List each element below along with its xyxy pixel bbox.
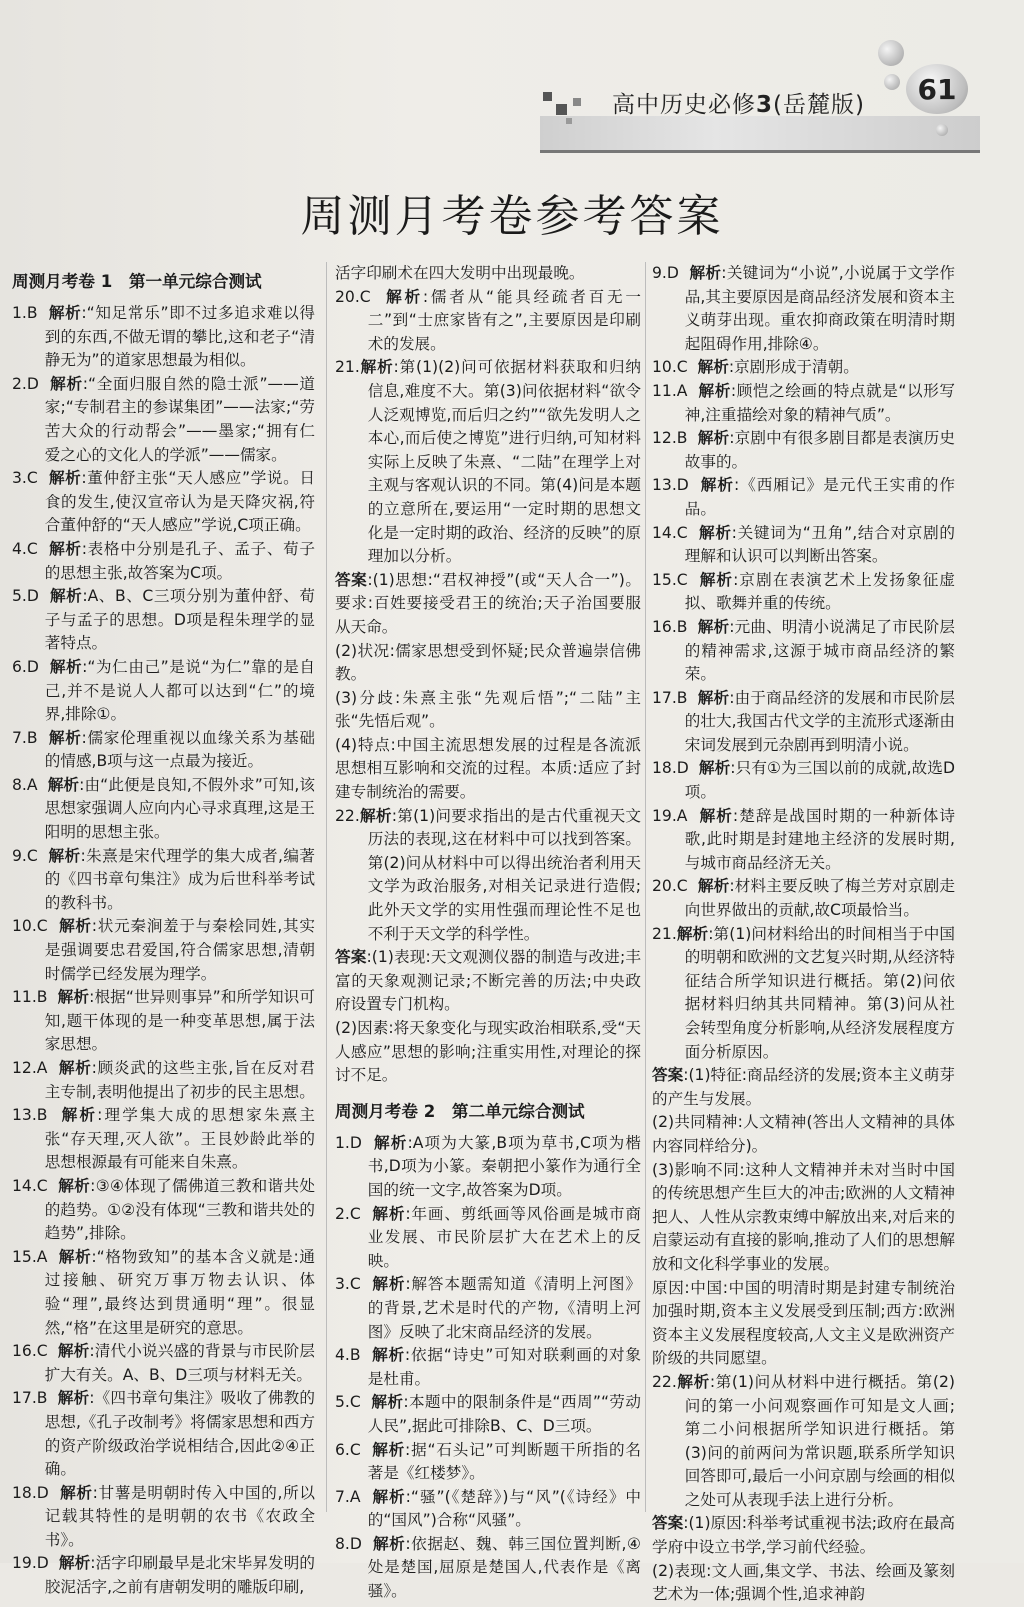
answer-item <box>12 1246 315 1340</box>
analysis-label: 解析 <box>49 539 82 558</box>
analysis-text: :董仲舒主张“天人感应”学说。日食的发生,使汉宣帝认为是天降灾祸,符合董仲舒的“天人感应”学说,C项正确。 <box>44 469 315 535</box>
analysis-text: :活字印刷最早是北宋毕昇发明的胶泥活字,之前有唐朝发明的雕版印刷, <box>44 1554 315 1597</box>
answer-item <box>12 538 315 585</box>
analysis-text: :据“石头记”可判断题干所指的名著是《红楼梦》。 <box>367 1440 641 1483</box>
column-divider <box>326 262 327 1512</box>
analysis-label: 解析 <box>49 587 83 606</box>
answer-item <box>12 1552 315 1599</box>
item-number: 18.D <box>12 1483 49 1502</box>
page-title: 周测月考卷参考答案 <box>300 191 724 242</box>
analysis-text: :依据赵、魏、韩三国位置判断,④处是楚国,屈原是楚国人,代表作是《离骚》。 <box>367 1534 641 1601</box>
answer-item <box>335 1203 641 1274</box>
analysis-text: :《西厢记》是元代王实甫的作品。 <box>684 476 955 518</box>
item-number: 18.D <box>652 759 689 778</box>
answer-item <box>12 915 315 986</box>
answer-text: 原因:中国:中国的明清时期是封建专制统治加强时期,资本主义发展受到压制;西方:欧洲资本主义发展程度较高,人文主义是欧洲资产阶级的共同愿望。 <box>652 1278 955 1368</box>
analysis-label: 解析 <box>372 1487 406 1506</box>
analysis-text: :表格中分别是孔子、孟子、荀子的思想主张,故答案为C项。 <box>44 539 315 582</box>
analysis-label: 解析 <box>699 806 733 825</box>
column-divider <box>645 262 646 1512</box>
item-number: 9.C <box>12 846 38 865</box>
answer-item <box>12 1387 315 1481</box>
analysis-text: :只有①为三国以前的成就,故选D项。 <box>684 759 955 802</box>
item-number: 2.C <box>335 1204 361 1223</box>
analysis-text: :关键词为“丑角”,结合对京剧的理解和认识可以判断出答案。 <box>684 523 955 566</box>
answer-item <box>652 875 955 922</box>
answer-item-22: 22.解析:第(1)问从材料中进行概括。第(2)问的第一小问观察画作可知是文人画;第二小问根据所学知识进行概括。第(3)问的前两问为常识题,联系所学知识回答即可,最后一小问京剧与绘画的相似之处可从表现手法上进行分析。 <box>652 1372 955 1509</box>
item-number: 6.D <box>12 657 39 676</box>
analysis-label: 解析 <box>372 1204 406 1223</box>
answer-item <box>12 1482 315 1553</box>
analysis-label: 解析 <box>371 1393 404 1412</box>
answer-item <box>12 656 315 727</box>
analysis-label: 解析 <box>689 264 722 282</box>
analysis-label: 解析 <box>372 1440 406 1459</box>
continued-text: 活字印刷术在四大发明中出现最晚。 <box>335 264 585 282</box>
analysis-text: :③④体现了儒佛道三教和谐共处的趋势。①②没有体现“三教和谐共处的趋势”,排除。 <box>44 1176 315 1243</box>
answer-text: 答案:(1)原因:科举考试重视书法;政府在最高学府中设立书学,学习前代经验。 <box>652 1514 955 1557</box>
header-band <box>540 116 980 150</box>
analysis-text: :元曲、明清小说满足了市民阶层的精神需求,这源于城市商品经济的繁荣。 <box>684 617 955 684</box>
item-number: 17.B <box>12 1389 48 1408</box>
analysis-text: :状元秦涧羞于与秦桧同姓,其实是强调要忠君爱国,符合儒家思想,清朝时儒学已经发展为理学。 <box>44 917 315 983</box>
answer-text: (2)共同精神:人文精神(答出人文精神的具体内容同样给分)。 <box>652 1113 955 1155</box>
answer-text: 答案:(1)思想:“君权神授”(或“天人合一”)。要求:百姓要接受君王的统治;天子治国要服从天命。 <box>335 570 641 636</box>
item-number: 4.C <box>12 539 38 558</box>
item-number: 1.B <box>12 304 38 322</box>
page-number-badge <box>906 64 968 114</box>
answer-item <box>12 845 315 916</box>
analysis-label: 解析 <box>57 1342 90 1361</box>
analysis-text: :理学集大成的思想家朱熹主张“存天理,灭人欲”。王艮妙龄此举的思想根源最有可能来自朱熹。 <box>44 1106 315 1172</box>
answer-text: (2)因素:将天象变化与现实政治相联系,受“天人感应”思想的影响;注重实用性,对理论的探讨不足。 <box>335 1019 641 1085</box>
analysis-text: :清代小说兴盛的背景与市民阶层扩大有关。A、B、D三项与材料无关。 <box>44 1342 315 1384</box>
analysis-label: 解析 <box>61 1106 98 1125</box>
answer-item <box>335 1132 641 1203</box>
analysis-text: :《四书章句集注》吸收了佛教的思想,《孔子改制考》将儒家思想和西方的资产阶级政治学说相结合,因此②④正确。 <box>44 1389 315 1479</box>
answer-item <box>652 616 955 687</box>
answer-item <box>335 1344 641 1391</box>
answer-list <box>335 1132 641 1604</box>
analysis-text: :“格物致知”的基本含义就是:通过接触、研究万事万物去认识、体验“理”,最终达到贯通明“理”。很显然,“格”在这里是研究的意思。 <box>44 1247 315 1337</box>
page-number: 61 <box>917 72 957 106</box>
answer-item <box>652 522 955 569</box>
analysis-label: 解析 <box>48 846 81 865</box>
item-number: 20.C <box>335 287 371 306</box>
analysis-text: :京剧形成于清朝。 <box>728 358 859 377</box>
analysis-text: :甘薯是明朝时传入中国的,所以记载其特性的是明朝的农书《农政全书》。 <box>44 1483 315 1549</box>
item-number: 14.C <box>12 1176 48 1195</box>
analysis-label: 解析 <box>698 381 731 400</box>
answer-item <box>335 1533 641 1604</box>
analysis-label: 解析 <box>50 374 83 393</box>
answer-item <box>12 774 315 845</box>
answer-item <box>12 373 315 467</box>
analysis-text: :材料主要反映了梅兰芳对京剧走向世界做出的贡献,故C项最恰当。 <box>684 877 955 920</box>
analysis-label: 解析 <box>47 775 80 794</box>
analysis-label: 解析 <box>60 1483 93 1502</box>
analysis-text: :朱熹是宋代理学的集大成者,编著的《四书章句集注》成为后世科举考试的教科书。 <box>44 846 315 912</box>
analysis-label: 解析 <box>58 1554 91 1573</box>
analysis-label: 解析 <box>374 1133 408 1152</box>
section-heading: 周测月考卷 2 第二单元综合测试 <box>335 1101 585 1121</box>
answer-item <box>12 727 315 774</box>
item-number: 11.A <box>652 381 688 400</box>
analysis-text: :本题中的限制条件是“西周”“劳动人民”,据此可排除B、C、D三项。 <box>367 1393 641 1435</box>
analysis-text: :“全面归服自然的隐士派”——道家;“专制君主的参谋集团”——法家;“劳苦大众的行动帮会”——墨家;“拥有仁爱之心的文化人的学派”——儒家。 <box>44 374 315 464</box>
analysis-text: :由“此便是良知,不假外求”可知,该思想家强调人应向内心寻求真理,这是王阳明的思想主张。 <box>44 775 315 842</box>
item-number: 12.B <box>652 429 688 448</box>
analysis-text: :儒家伦理重视以血缘关系为基础的情感,B项与这一点最为接近。 <box>44 728 315 771</box>
answer-text: (4)特点:中国主流思想发展的过程是各流派思想相互影响和交流的过程。本质:适应了封建专制统治的需要。 <box>335 735 641 802</box>
answer-item <box>652 356 955 380</box>
item-number: 17.B <box>652 688 688 707</box>
analysis-text: :“骚”(《楚辞》)与“风”(《诗经》中的“国风”)合称“风骚”。 <box>367 1487 641 1530</box>
analysis-label: 解析 <box>372 1346 405 1365</box>
answer-text: (3)分歧:朱熹主张“先观后悟”;“二陆”主张“先悟后观”。 <box>335 688 641 731</box>
book-title: 高中历史必修3(岳麓版) <box>612 92 865 118</box>
section-heading: 周测月考卷 1 第一单元综合测试 <box>12 272 262 291</box>
analysis-label: 解析 <box>699 523 732 542</box>
answer-item <box>335 1273 641 1344</box>
answer-item <box>335 1439 641 1486</box>
item-number: 9.D <box>652 264 679 282</box>
item-number: 5.D <box>12 587 39 606</box>
answer-item-21: 21.解析:第(1)(2)问可依据材料获取和归纳信息,难度不大。第(3)问依据材料“欲令人泛观博览,而后归之约”“欲先发明人之本心,而后使之博览”进行归纳,可知材料实际上反映了朱熹、“二陆”在理学上对主观与客观认识的不同。第(4)问是本题的立意所在,要运用“一定时期的思想文化是一定时期的政治、经济的反映”的原理加以分析。 <box>335 358 641 566</box>
answer-item <box>12 302 315 373</box>
analysis-label: 解析 <box>48 469 82 488</box>
analysis-label: 解析 <box>59 917 92 936</box>
analysis-text: :儒者从“能具经疏者百无一二”到“士庶家皆有之”,主要原因是印刷术的发展。 <box>367 287 641 353</box>
analysis-label: 解析 <box>49 657 83 676</box>
analysis-label: 解析 <box>697 688 730 707</box>
answer-item <box>12 1104 315 1175</box>
analysis-label: 解析 <box>58 1059 92 1077</box>
analysis-label: 解析 <box>372 1275 406 1294</box>
answer-item <box>12 1340 315 1387</box>
analysis-label: 解析 <box>48 728 82 747</box>
answer-item <box>652 687 955 758</box>
answer-text: (2)表现:文人画,集文学、书法、绘画及篆刻艺术为一体;强调个性,追求神韵 <box>652 1561 955 1604</box>
item-number: 13.D <box>652 476 689 495</box>
answer-item <box>335 1391 641 1438</box>
answer-item <box>652 262 955 356</box>
analysis-label: 解析 <box>48 304 82 322</box>
answer-item <box>652 380 955 427</box>
answer-text: (3)影响不同:这种人文精神并未对当时中国的传统思想产生巨大的冲击;欧洲的人文精神把人、人性从宗教束缚中解放出来,对后来的启蒙运动有直接的影响,推动了人们的思想解放和文化科学事业的发展。 <box>652 1160 955 1273</box>
item-number: 8.D <box>335 1534 362 1553</box>
item-number: 1.D <box>335 1133 362 1152</box>
item-number: 19.A <box>652 806 688 825</box>
item-number: 4.B <box>335 1346 361 1365</box>
answer-item <box>12 585 315 656</box>
answer-text: (2)状况:儒家思想受到怀疑;民众普遍崇信佛教。 <box>335 641 641 684</box>
answer-item <box>652 805 955 876</box>
item-number: 6.C <box>335 1440 361 1459</box>
item-number: 10.C <box>12 917 48 936</box>
analysis-text: :解答本题需知道《清明上河图》的背景,艺术是时代的产物,《清明上河图》反映了北宋商品经济的发展。 <box>367 1275 641 1341</box>
analysis-text: :“为仁由己”是说“为仁”靠的是自己,并不是说人人都可以达到“仁”的境界,排除①。 <box>44 657 315 724</box>
answer-list <box>12 302 315 1600</box>
analysis-label: 解析 <box>386 287 423 306</box>
column-1 <box>12 262 315 1600</box>
analysis-text: :年画、剪纸画等风俗画是城市商业发展、市民阶层扩大在艺术上的反映。 <box>367 1204 641 1270</box>
analysis-label: 解析 <box>698 759 731 778</box>
analysis-text: :顾炎武的这些主张,旨在反对君主专制,表明他提出了初步的民主思想。 <box>44 1059 315 1101</box>
answer-text: 答案:(1)特征:商品经济的发展;资本主义萌芽的产生与发展。 <box>652 1066 955 1108</box>
analysis-text: :根据“世异则事异”和所学知识可知,题干体现的是一种变革思想,属于法家思想。 <box>44 988 315 1054</box>
item-number: 7.B <box>12 728 38 747</box>
analysis-label: 解析 <box>57 988 90 1007</box>
answer-item-21: 21.解析:第(1)问材料给出的时间相当于中国的明朝和欧洲的文艺复兴时期,从经济特征结合所学知识进行概括。第(2)问依据材料归纳其共同精神。第(3)问从社会转型角度分析影响,从经济发展程度方面分析原因。 <box>652 924 955 1061</box>
column-2 <box>335 262 641 1604</box>
analysis-label: 解析 <box>697 617 730 636</box>
analysis-text: :A、B、C三项分别为董仲舒、荀子与孟子的思想。D项是程朱理学的显著特点。 <box>44 587 315 653</box>
answer-item <box>652 569 955 616</box>
answer-item <box>12 986 315 1057</box>
item-number: 3.C <box>12 469 38 488</box>
analysis-label: 解析 <box>697 429 730 448</box>
analysis-label: 解析 <box>372 1534 406 1553</box>
answer-item <box>652 757 955 804</box>
item-number: 3.C <box>335 1275 361 1294</box>
item-number: 12.A <box>12 1059 48 1077</box>
answer-item <box>335 1486 641 1533</box>
item-number: 16.C <box>12 1342 48 1361</box>
analysis-label: 解析 <box>700 476 734 495</box>
column-3 <box>652 262 955 1607</box>
analysis-text: :京剧中有很多剧目都是表演历史故事的。 <box>684 429 955 471</box>
analysis-text: :依据“诗史”可知对联剩画的对象是杜甫。 <box>367 1346 641 1388</box>
answer-item <box>12 467 315 538</box>
analysis-text: :楚辞是战国时期的一种新体诗歌,此时期是封建地主经济的发展时期,与城市商品经济无关。 <box>684 806 955 872</box>
item-number: 13.B <box>12 1106 48 1125</box>
answer-item <box>652 427 955 474</box>
analysis-text: :“知足常乐”即不过多追求难以得到的东西,不做无谓的攀比,这和老子“清静无为”的道家思想最为相似。 <box>44 304 315 370</box>
analysis-text: :关键词为“小说”,小说属于文学作品,其主要原因是商品经济发展和资本主义萌芽出现。重农抑商政策在明清时期起阻碍作用,排除④。 <box>684 264 955 353</box>
item-number: 11.B <box>12 988 48 1007</box>
analysis-label: 解析 <box>697 358 729 377</box>
analysis-label: 解析 <box>58 1247 92 1266</box>
item-number: 2.D <box>12 374 39 393</box>
analysis-label: 解析 <box>57 1389 90 1408</box>
item-number: 14.C <box>652 523 688 542</box>
analysis-label: 解析 <box>697 877 730 896</box>
answer-text: 答案:(1)表现:天文观测仪器的制造与改进;丰富的天象观测记录;不断完善的历法;中央政府设置专门机构。 <box>335 948 641 1014</box>
answer-item <box>12 1175 315 1246</box>
item-number: 15.C <box>652 570 688 589</box>
item-number: 7.A <box>335 1487 361 1506</box>
answer-item <box>335 286 641 357</box>
header-rule <box>540 150 980 153</box>
item-number: 16.B <box>652 617 688 636</box>
item-number: 10.C <box>652 358 688 377</box>
item-number: 15.A <box>12 1247 48 1266</box>
item-number: 5.C <box>335 1393 361 1412</box>
answer-list <box>652 262 955 923</box>
answer-item-22: 22.解析:第(1)问要求指出的是古代重视天文历法的表现,这在材料中可以找到答案。第(2)问从材料中可以得出统治者利用天文学为政治服务,对相关记录进行造假;此外天文学的实用性强而理论性不足也不利于天文学的科学性。 <box>335 806 641 943</box>
answer-item <box>652 474 955 521</box>
item-number: 19.D <box>12 1554 49 1573</box>
answer-list <box>335 286 641 357</box>
answer-item <box>12 1057 315 1104</box>
item-number: 20.C <box>652 877 688 896</box>
item-number: 8.A <box>12 775 38 794</box>
analysis-text: :京剧在表演艺术上发扬象征虚拟、歌舞并重的传统。 <box>684 570 955 613</box>
analysis-label: 解析 <box>58 1176 91 1195</box>
analysis-label: 解析 <box>699 570 734 589</box>
analysis-text: :A项为大篆,B项为草书,C项为楷书,D项为小篆。秦朝把小篆作为通行全国的统一文字,故答案为D项。 <box>367 1133 641 1199</box>
analysis-text: :由于商品经济的发展和市民阶层的壮大,我国古代文学的主流形式逐渐由宋词发展到元杂剧再到明清小说。 <box>684 688 955 754</box>
analysis-text: :顾恺之绘画的特点就是“以形写神,注重描绘对象的精神气质”。 <box>684 381 955 424</box>
